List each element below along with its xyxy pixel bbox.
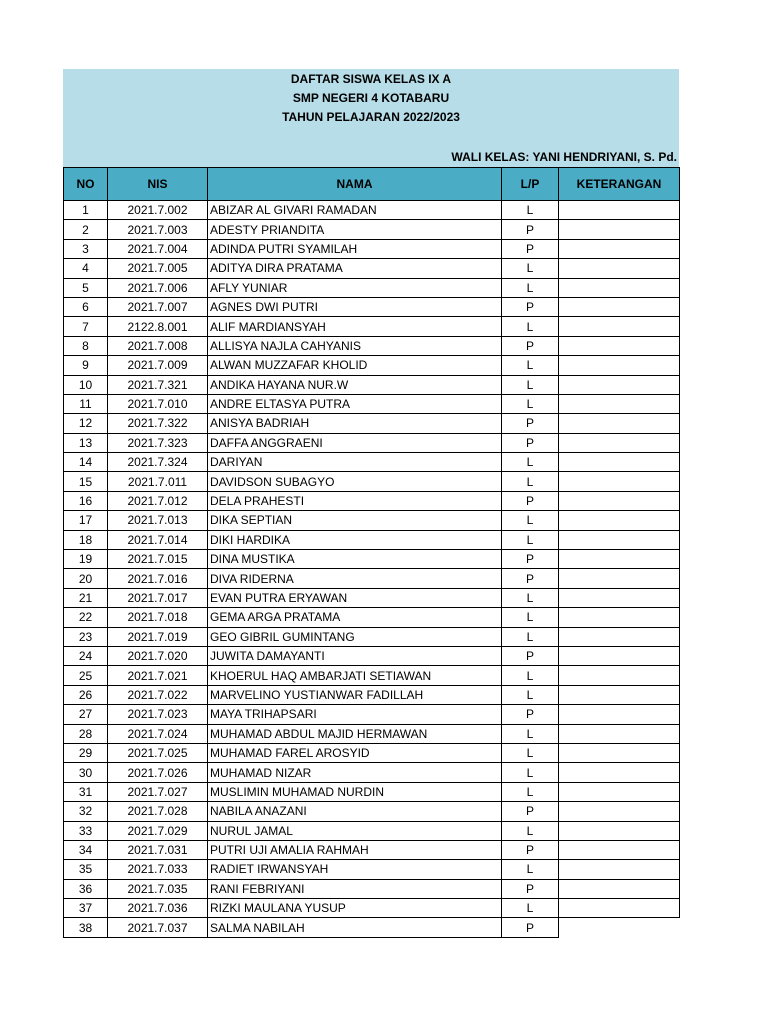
table-row: [64, 297, 680, 316]
row-gender: L: [502, 608, 559, 627]
table-row: [64, 724, 680, 743]
row-gender: L: [502, 317, 559, 336]
table-row: [64, 472, 680, 491]
row-nama: RIZKI MAULANA YUSUP: [208, 899, 502, 918]
row-keterangan: [559, 433, 680, 452]
table-row: [64, 879, 680, 898]
row-keterangan: [559, 550, 680, 569]
col-header-nama: NAMA: [208, 168, 502, 201]
row-keterangan: [559, 239, 680, 258]
row-gender: P: [502, 414, 559, 433]
row-nis: 2021.7.029: [108, 821, 208, 840]
table-row: [64, 821, 680, 840]
row-nama: SALMA NABILAH: [208, 918, 502, 937]
row-nama: DIVA RIDERNA: [208, 569, 502, 588]
row-keterangan: [559, 472, 680, 491]
row-no: 16: [64, 491, 108, 510]
table-row: [64, 743, 680, 762]
row-nama: ALWAN MUZZAFAR KHOLID: [208, 356, 502, 375]
row-keterangan: [559, 414, 680, 433]
row-nis: 2021.7.322: [108, 414, 208, 433]
table-row: [64, 278, 680, 297]
row-gender: L: [502, 821, 559, 840]
row-keterangan: [559, 201, 680, 220]
row-keterangan: [559, 453, 680, 472]
row-gender: L: [502, 763, 559, 782]
table-row: [64, 685, 680, 704]
row-gender: P: [502, 646, 559, 665]
table-row: [64, 259, 680, 278]
row-no: 19: [64, 550, 108, 569]
row-no: 4: [64, 259, 108, 278]
row-keterangan: [559, 278, 680, 297]
row-gender: P: [502, 220, 559, 239]
row-keterangan: [559, 763, 680, 782]
row-nama: DARIYAN: [208, 453, 502, 472]
row-nis: 2021.7.004: [108, 239, 208, 258]
row-keterangan: [559, 356, 680, 375]
row-keterangan: [559, 627, 680, 646]
row-no: 30: [64, 763, 108, 782]
row-no: 24: [64, 646, 108, 665]
table-row: [64, 511, 680, 530]
row-gender: L: [502, 201, 559, 220]
row-nama: MUSLIMIN MUHAMAD NURDIN: [208, 782, 502, 801]
student-table: [63, 167, 680, 938]
row-nama: PUTRI UJI AMALIA RAHMAH: [208, 840, 502, 859]
row-nama: MUHAMAD ABDUL MAJID HERMAWAN: [208, 724, 502, 743]
row-nama: DELA PRAHESTI: [208, 491, 502, 510]
row-nama: NABILA ANAZANI: [208, 802, 502, 821]
row-no: 32: [64, 802, 108, 821]
academic-year: TAHUN PELAJARAN 2022/2023: [282, 110, 460, 124]
row-nama: RANI FEBRIYANI: [208, 879, 502, 898]
row-no: 23: [64, 627, 108, 646]
row-keterangan: [559, 666, 680, 685]
row-nama: DIKA SEPTIAN: [208, 511, 502, 530]
row-no: 7: [64, 317, 108, 336]
row-nis: 2021.7.009: [108, 356, 208, 375]
row-no: 14: [64, 453, 108, 472]
row-keterangan: [559, 879, 680, 898]
row-nama: AGNES DWI PUTRI: [208, 297, 502, 316]
row-keterangan: [559, 802, 680, 821]
row-gender: P: [502, 705, 559, 724]
table-row: [64, 918, 680, 937]
row-nis: 2021.7.006: [108, 278, 208, 297]
row-keterangan: [559, 840, 680, 859]
row-keterangan: [559, 297, 680, 316]
row-no: 18: [64, 530, 108, 549]
row-nis: 2021.7.007: [108, 297, 208, 316]
homeroom-teacher: WALI KELAS: YANI HENDRIYANI, S. Pd.: [451, 150, 677, 164]
row-keterangan: [559, 705, 680, 724]
row-gender: P: [502, 879, 559, 898]
row-nis: 2021.7.024: [108, 724, 208, 743]
row-gender: P: [502, 569, 559, 588]
row-nis: 2021.7.021: [108, 666, 208, 685]
row-gender: L: [502, 453, 559, 472]
table-row: [64, 414, 680, 433]
row-gender: P: [502, 802, 559, 821]
row-keterangan: [559, 259, 680, 278]
row-keterangan: [559, 724, 680, 743]
row-nama: ALLISYA NAJLA CAHYANIS: [208, 336, 502, 355]
row-nama: KHOERUL HAQ AMBARJATI SETIAWAN: [208, 666, 502, 685]
row-nis: 2021.7.005: [108, 259, 208, 278]
table-row: [64, 840, 680, 859]
row-no: 33: [64, 821, 108, 840]
col-header-nis: NIS: [108, 168, 208, 201]
row-nis: 2021.7.016: [108, 569, 208, 588]
row-nis: 2021.7.020: [108, 646, 208, 665]
table-row: [64, 802, 680, 821]
row-keterangan: [559, 685, 680, 704]
row-gender: L: [502, 860, 559, 879]
row-gender: L: [502, 511, 559, 530]
row-gender: L: [502, 530, 559, 549]
row-gender: P: [502, 840, 559, 859]
row-keterangan: [559, 588, 680, 607]
row-gender: L: [502, 743, 559, 762]
table-row: [64, 860, 680, 879]
row-nis: 2021.7.008: [108, 336, 208, 355]
table-row: [64, 627, 680, 646]
row-gender: L: [502, 356, 559, 375]
row-nis: 2021.7.026: [108, 763, 208, 782]
row-nis: 2021.7.014: [108, 530, 208, 549]
row-no: 10: [64, 375, 108, 394]
row-keterangan: [559, 860, 680, 879]
row-nama: ANDIKA HAYANA NUR.W: [208, 375, 502, 394]
row-no: 21: [64, 588, 108, 607]
row-nis: 2021.7.015: [108, 550, 208, 569]
row-no: 3: [64, 239, 108, 258]
col-header-keterangan: KETERANGAN: [559, 168, 680, 201]
row-keterangan: [559, 394, 680, 413]
row-nama: MUHAMAD NIZAR: [208, 763, 502, 782]
row-nama: MAYA TRIHAPSARI: [208, 705, 502, 724]
row-gender: L: [502, 666, 559, 685]
row-nis: 2122.8.001: [108, 317, 208, 336]
table-row: [64, 608, 680, 627]
table-row: [64, 705, 680, 724]
row-nis: 2021.7.023: [108, 705, 208, 724]
row-nama: GEO GIBRIL GUMINTANG: [208, 627, 502, 646]
row-no: 38: [64, 918, 108, 937]
col-header-no: NO: [64, 168, 108, 201]
row-no: 5: [64, 278, 108, 297]
row-no: 35: [64, 860, 108, 879]
row-nis: 2021.7.022: [108, 685, 208, 704]
row-gender: P: [502, 918, 559, 937]
row-nama: MARVELINO YUSTIANWAR FADILLAH: [208, 685, 502, 704]
row-keterangan: [559, 918, 680, 937]
row-nis: 2021.7.033: [108, 860, 208, 879]
row-nama: ADITYA DIRA PRATAMA: [208, 259, 502, 278]
row-gender: P: [502, 239, 559, 258]
row-keterangan: [559, 899, 680, 918]
row-nama: GEMA ARGA PRATAMA: [208, 608, 502, 627]
row-no: 8: [64, 336, 108, 355]
table-header-row: [64, 168, 680, 201]
table-row: [64, 394, 680, 413]
row-no: 17: [64, 511, 108, 530]
header-band: [63, 69, 679, 167]
row-gender: P: [502, 297, 559, 316]
row-keterangan: [559, 782, 680, 801]
table-row: [64, 220, 680, 239]
row-gender: L: [502, 782, 559, 801]
row-gender: L: [502, 375, 559, 394]
row-nama: ANISYA BADRIAH: [208, 414, 502, 433]
row-no: 1: [64, 201, 108, 220]
col-header-gender: L/P: [502, 168, 559, 201]
school-name: SMP NEGERI 4 KOTABARU: [292, 91, 450, 105]
row-nama: ANDRE ELTASYA PUTRA: [208, 394, 502, 413]
row-nis: 2021.7.324: [108, 453, 208, 472]
row-nis: 2021.7.321: [108, 375, 208, 394]
row-no: 31: [64, 782, 108, 801]
row-nama: DAVIDSON SUBAGYO: [208, 472, 502, 491]
row-nama: ABIZAR AL GIVARI RAMADAN: [208, 201, 502, 220]
row-nis: 2021.7.012: [108, 491, 208, 510]
table-row: [64, 453, 680, 472]
row-nis: 2021.7.027: [108, 782, 208, 801]
table-row: [64, 491, 680, 510]
row-keterangan: [559, 511, 680, 530]
row-no: 34: [64, 840, 108, 859]
row-keterangan: [559, 491, 680, 510]
row-nis: 2021.7.037: [108, 918, 208, 937]
row-keterangan: [559, 608, 680, 627]
row-no: 25: [64, 666, 108, 685]
row-keterangan: [559, 220, 680, 239]
row-nis: 2021.7.031: [108, 840, 208, 859]
row-nis: 2021.7.003: [108, 220, 208, 239]
table-row: [64, 336, 680, 355]
row-keterangan: [559, 375, 680, 394]
row-nama: ALIF MARDIANSYAH: [208, 317, 502, 336]
row-nis: 2021.7.002: [108, 201, 208, 220]
row-gender: P: [502, 550, 559, 569]
row-no: 12: [64, 414, 108, 433]
row-keterangan: [559, 530, 680, 549]
row-nama: ADINDA PUTRI SYAMILAH: [208, 239, 502, 258]
row-gender: L: [502, 627, 559, 646]
table-row: [64, 530, 680, 549]
row-nis: 2021.7.036: [108, 899, 208, 918]
row-nama: DAFFA ANGGRAENI: [208, 433, 502, 452]
row-nis: 2021.7.010: [108, 394, 208, 413]
row-keterangan: [559, 336, 680, 355]
row-no: 15: [64, 472, 108, 491]
table-row: [64, 782, 680, 801]
row-no: 2: [64, 220, 108, 239]
row-nis: 2021.7.025: [108, 743, 208, 762]
row-nama: DINA MUSTIKA: [208, 550, 502, 569]
row-gender: L: [502, 394, 559, 413]
row-nama: MUHAMAD FAREL AROSYID: [208, 743, 502, 762]
table-row: [64, 433, 680, 452]
row-no: 6: [64, 297, 108, 316]
table-row: [64, 763, 680, 782]
row-no: 29: [64, 743, 108, 762]
row-no: 37: [64, 899, 108, 918]
row-no: 22: [64, 608, 108, 627]
row-no: 27: [64, 705, 108, 724]
table-row: [64, 239, 680, 258]
row-gender: L: [502, 259, 559, 278]
row-nama: JUWITA DAMAYANTI: [208, 646, 502, 665]
row-no: 26: [64, 685, 108, 704]
row-gender: L: [502, 588, 559, 607]
table-row: [64, 375, 680, 394]
row-gender: L: [502, 472, 559, 491]
row-no: 11: [64, 394, 108, 413]
row-keterangan: [559, 646, 680, 665]
row-nis: 2021.7.011: [108, 472, 208, 491]
row-gender: P: [502, 491, 559, 510]
row-nis: 2021.7.018: [108, 608, 208, 627]
table-row: [64, 356, 680, 375]
row-gender: L: [502, 685, 559, 704]
row-nama: RADIET IRWANSYAH: [208, 860, 502, 879]
row-nis: 2021.7.019: [108, 627, 208, 646]
row-nama: AFLY YUNIAR: [208, 278, 502, 297]
row-no: 13: [64, 433, 108, 452]
row-gender: L: [502, 724, 559, 743]
row-keterangan: [559, 317, 680, 336]
table-row: [64, 550, 680, 569]
row-nis: 2021.7.323: [108, 433, 208, 452]
table-row: [64, 899, 680, 918]
row-nama: DIKI HARDIKA: [208, 530, 502, 549]
table-row: [64, 317, 680, 336]
row-gender: P: [502, 336, 559, 355]
row-no: 9: [64, 356, 108, 375]
row-nis: 2021.7.017: [108, 588, 208, 607]
row-gender: L: [502, 899, 559, 918]
row-nis: 2021.7.028: [108, 802, 208, 821]
row-nama: NURUL JAMAL: [208, 821, 502, 840]
row-keterangan: [559, 743, 680, 762]
row-no: 36: [64, 879, 108, 898]
row-nama: EVAN PUTRA ERYAWAN: [208, 588, 502, 607]
row-no: 20: [64, 569, 108, 588]
table-row: [64, 201, 680, 220]
table-row: [64, 569, 680, 588]
row-gender: P: [502, 433, 559, 452]
table-row: [64, 666, 680, 685]
row-nama: ADESTY PRIANDITA: [208, 220, 502, 239]
document-title: DAFTAR SISWA KELAS IX A: [290, 72, 452, 86]
row-keterangan: [559, 821, 680, 840]
row-nis: 2021.7.013: [108, 511, 208, 530]
table-row: [64, 646, 680, 665]
table-body: [64, 201, 680, 938]
row-no: 28: [64, 724, 108, 743]
student-list-sheet: [63, 69, 679, 938]
row-nis: 2021.7.035: [108, 879, 208, 898]
row-keterangan: [559, 569, 680, 588]
table-row: [64, 588, 680, 607]
row-gender: L: [502, 278, 559, 297]
